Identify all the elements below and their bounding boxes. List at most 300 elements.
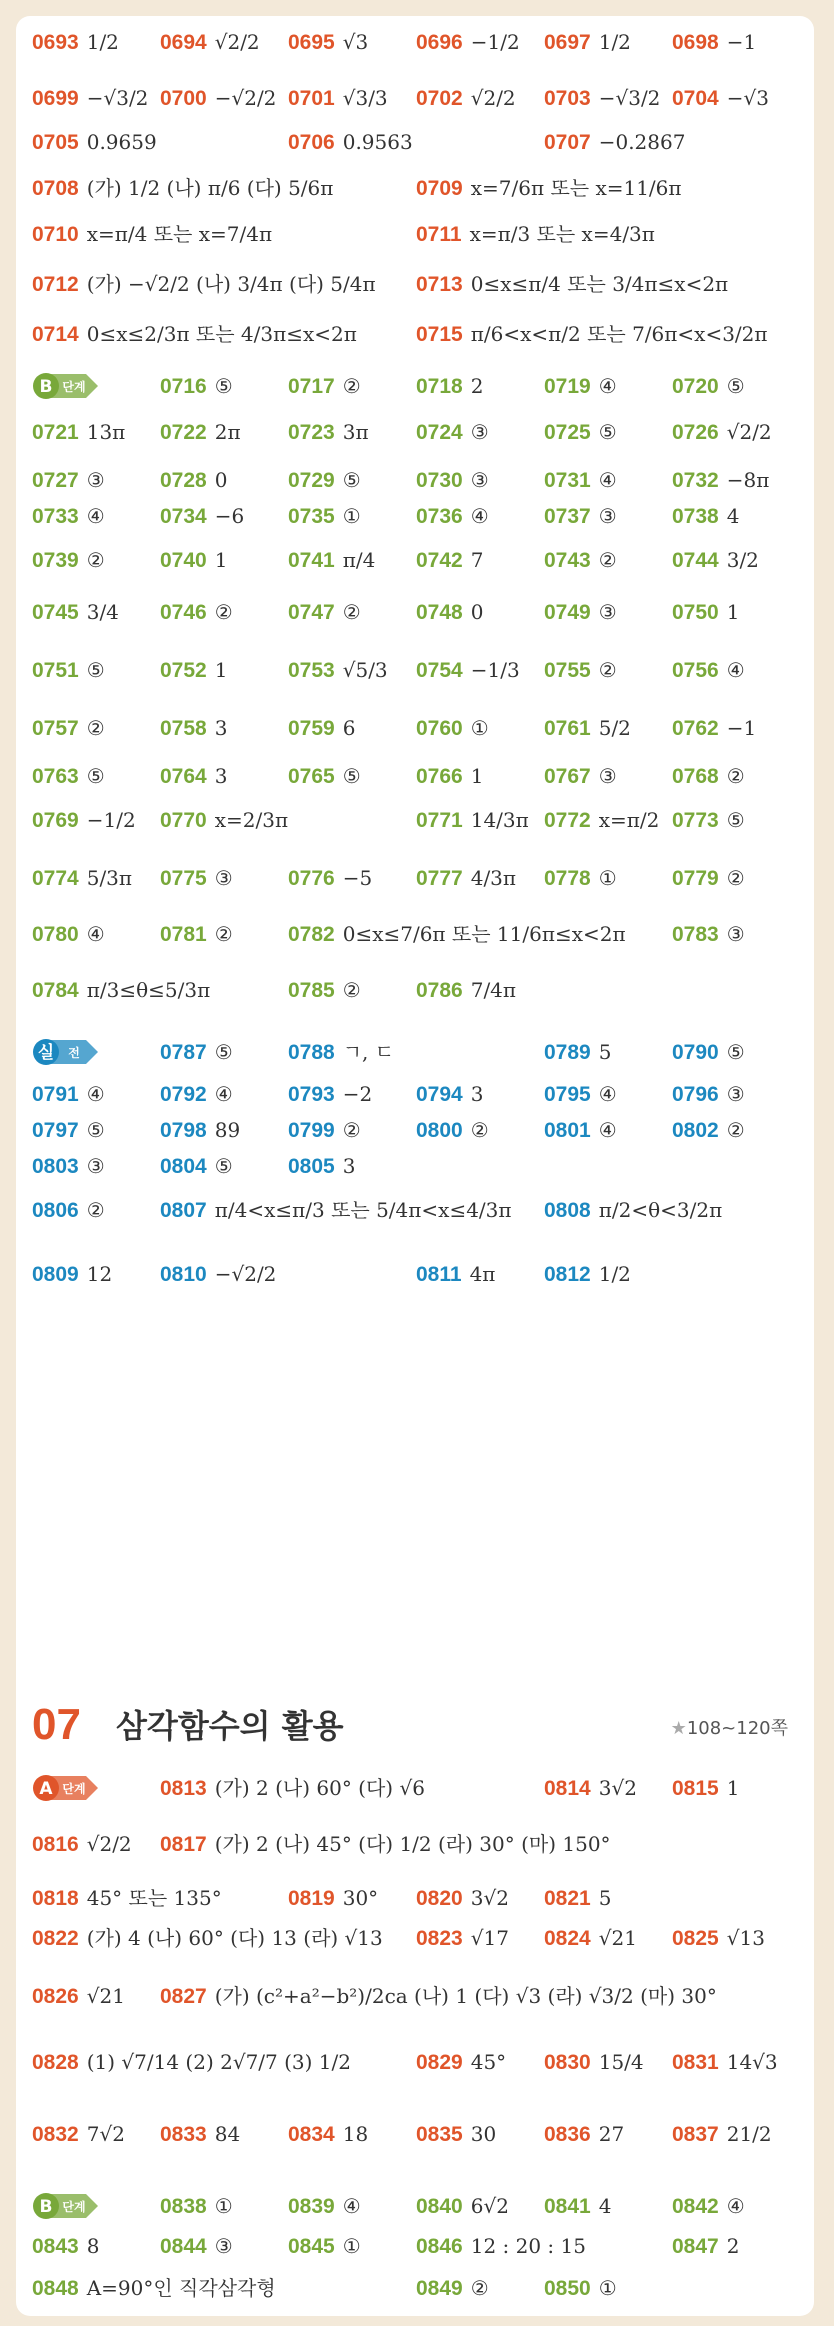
answer-value: ③	[214, 2234, 233, 2258]
answer-item	[32, 322, 357, 347]
answer-value: 3	[470, 1082, 484, 1106]
problem-number: 0844	[160, 2235, 207, 2258]
answer-value: 1	[470, 764, 484, 788]
answer-item	[32, 1082, 105, 1107]
problem-number: 0704	[672, 87, 719, 110]
problem-number: 0840	[416, 2195, 463, 2218]
problem-number: 0707	[544, 131, 591, 154]
problem-number: 0696	[416, 31, 463, 54]
answer-item	[672, 808, 745, 833]
section-badge	[32, 1774, 102, 1802]
answer-item	[32, 548, 105, 573]
answer-item	[544, 374, 617, 399]
problem-number: 0842	[672, 2195, 719, 2218]
answer-item	[544, 808, 659, 833]
problem-number: 0709	[416, 177, 463, 200]
answer-value: −1	[726, 30, 757, 54]
answer-value: ⑤	[726, 808, 745, 832]
answer-value: 2π	[214, 420, 241, 444]
problem-number: 0714	[32, 323, 79, 346]
problem-number: 0705	[32, 131, 79, 154]
problem-number: 0727	[32, 469, 79, 492]
problem-number: 0770	[160, 809, 207, 832]
answer-value: 2	[470, 374, 484, 398]
problem-number: 0716	[160, 375, 207, 398]
problem-number: 0820	[416, 1887, 463, 1910]
answer-value: 5	[598, 1040, 612, 1064]
answer-item	[32, 272, 376, 297]
answer-value: −√3/2	[86, 86, 149, 110]
problem-number: 0818	[32, 1887, 79, 1910]
problem-number: 0745	[32, 601, 79, 624]
answer-item	[160, 1832, 611, 1857]
answer-value: −6	[214, 504, 245, 528]
answer-item	[672, 30, 756, 55]
problem-number: 0728	[160, 469, 207, 492]
problem-number: 0843	[32, 2235, 79, 2258]
problem-number: 0734	[160, 505, 207, 528]
answer-item	[160, 30, 260, 55]
answer-value: 3√2	[598, 1776, 637, 1800]
answer-card	[16, 16, 814, 2316]
problem-number: 0817	[160, 1833, 207, 1856]
answer-value: x=7/6π 또는 x=11/6π	[470, 176, 682, 200]
problem-number: 0717	[288, 375, 335, 398]
problem-number: 0785	[288, 979, 335, 1002]
problem-number: 0778	[544, 867, 591, 890]
problem-number: 0737	[544, 505, 591, 528]
answer-item	[672, 2234, 739, 2259]
problem-number: 0801	[544, 1119, 591, 1142]
answer-value: ②	[470, 2276, 489, 2300]
answer-value: 1	[214, 548, 228, 572]
problem-number: 0779	[672, 867, 719, 890]
problem-number: 0803	[32, 1155, 79, 1178]
answer-item	[160, 1262, 276, 1287]
answer-item	[32, 866, 132, 891]
answer-value: −√2/2	[214, 86, 277, 110]
answer-item	[672, 2194, 745, 2219]
answer-item	[416, 30, 520, 55]
problem-number: 0826	[32, 1985, 79, 2008]
problem-number: 0841	[544, 2195, 591, 2218]
answer-item	[288, 716, 355, 741]
answer-value: ⑤	[214, 1154, 233, 1178]
answer-item	[544, 86, 660, 111]
problem-number: 0838	[160, 2195, 207, 2218]
answer-value: 30°	[342, 1886, 379, 1910]
answer-value: ③	[470, 420, 489, 444]
answer-item	[288, 2194, 361, 2219]
answer-value: ①	[214, 2194, 233, 2218]
answer-item	[544, 504, 617, 529]
answer-item	[416, 374, 483, 399]
answer-item	[160, 866, 233, 891]
problem-number: 0848	[32, 2277, 79, 2300]
answer-value: 18	[342, 2122, 369, 2146]
problem-number: 0800	[416, 1119, 463, 1142]
problem-number: 0726	[672, 421, 719, 444]
answer-value: √2/2	[726, 420, 772, 444]
badge-letter: B	[39, 377, 53, 397]
problem-number: 0776	[288, 867, 335, 890]
answer-item	[32, 2050, 351, 2075]
answer-value: √3	[342, 30, 369, 54]
answer-item	[32, 1886, 222, 1911]
answer-value: √5/3	[342, 658, 388, 682]
problem-number: 0835	[416, 2123, 463, 2146]
answer-item	[160, 374, 233, 399]
answer-item	[544, 2050, 644, 2075]
problem-number: 0793	[288, 1083, 335, 1106]
answer-value: 14/3π	[470, 808, 529, 832]
answer-item	[288, 600, 361, 625]
problem-number: 0821	[544, 1887, 591, 1910]
answer-item	[160, 548, 227, 573]
chapter-title: 삼각함수의 활용	[116, 1707, 344, 1745]
answer-value: ②	[86, 1198, 105, 1222]
answer-item	[32, 716, 105, 741]
answer-value: −√2/2	[214, 1262, 277, 1286]
answer-value: x=2/3π	[214, 808, 289, 832]
answer-item	[416, 658, 520, 683]
problem-number: 0756	[672, 659, 719, 682]
answer-item	[32, 922, 105, 947]
answer-item	[672, 86, 769, 111]
problem-number: 0849	[416, 2277, 463, 2300]
answer-value: ③	[470, 468, 489, 492]
problem-number: 0763	[32, 765, 79, 788]
answer-item	[32, 86, 148, 111]
answer-value: ③	[598, 764, 617, 788]
answer-value: 3√2	[470, 1886, 509, 1910]
problem-number: 0839	[288, 2195, 335, 2218]
problem-number: 0813	[160, 1777, 207, 1800]
answer-value: 2	[726, 2234, 740, 2258]
answer-item	[288, 548, 375, 573]
answer-value: 3	[342, 1154, 356, 1178]
answer-value: −2	[342, 1082, 373, 1106]
problem-number: 0755	[544, 659, 591, 682]
problem-number: 0772	[544, 809, 591, 832]
answer-item	[544, 1198, 722, 1223]
problem-number: 0757	[32, 717, 79, 740]
problem-number: 0721	[32, 421, 79, 444]
problem-number: 0833	[160, 2123, 207, 2146]
answer-value: 6√2	[470, 2194, 509, 2218]
answer-value: ④	[86, 922, 105, 946]
problem-number: 0830	[544, 2051, 591, 2074]
answer-value: −5	[342, 866, 373, 890]
answer-item	[672, 764, 745, 789]
problem-number: 0773	[672, 809, 719, 832]
problem-number: 0764	[160, 765, 207, 788]
answer-value: ①	[342, 2234, 361, 2258]
answer-value: 3/4	[86, 600, 119, 624]
answer-item	[672, 548, 759, 573]
answer-value: 1/2	[598, 30, 631, 54]
answer-item	[32, 468, 105, 493]
answer-item	[416, 1118, 489, 1143]
problem-number: 0774	[32, 867, 79, 890]
problem-number: 0749	[544, 601, 591, 624]
problem-number: 0761	[544, 717, 591, 740]
answer-item	[288, 764, 361, 789]
problem-number: 0750	[672, 601, 719, 624]
answer-item	[544, 2194, 611, 2219]
answer-value: (가) 2 (나) 60° (다) √6	[214, 1776, 425, 1800]
answer-item	[544, 1118, 617, 1143]
answer-value: ②	[726, 764, 745, 788]
answer-value: (가) 2 (나) 45° (다) 1/2 (라) 30° (마) 150°	[214, 1832, 611, 1856]
answer-value: √2/2	[214, 30, 260, 54]
problem-number: 0769	[32, 809, 79, 832]
answer-item	[416, 176, 682, 201]
answer-value: (가) −√2/2 (나) 3/4π (다) 5/4π	[86, 272, 376, 296]
answer-item	[160, 86, 276, 111]
answer-value: 27	[598, 2122, 625, 2146]
answer-item	[672, 1776, 739, 1801]
answer-value: √17	[470, 1926, 509, 1950]
problem-number: 0747	[288, 601, 335, 624]
answer-item	[288, 130, 413, 155]
answer-item	[544, 548, 617, 573]
answer-value: 21/2	[726, 2122, 772, 2146]
answer-item	[32, 420, 125, 445]
problem-number: 0850	[544, 2277, 591, 2300]
problem-number: 0765	[288, 765, 335, 788]
problem-number: 0812	[544, 1263, 591, 1286]
answer-value: 0≤x≤7/6π 또는 11/6π≤x<2π	[342, 922, 626, 946]
badge-letter: A	[39, 1779, 53, 1799]
problem-number: 0748	[416, 601, 463, 624]
answer-value: ①	[598, 866, 617, 890]
problem-number: 0823	[416, 1927, 463, 1950]
answer-item	[32, 30, 119, 55]
answer-value: ③	[726, 922, 745, 946]
answer-item	[672, 2050, 778, 2075]
answer-value: ③	[726, 1082, 745, 1106]
answer-item	[416, 600, 483, 625]
problem-number: 0805	[288, 1155, 335, 1178]
problem-number: 0697	[544, 31, 591, 54]
answer-item	[160, 1984, 717, 2009]
answer-value: ④	[214, 1082, 233, 1106]
problem-number: 0732	[672, 469, 719, 492]
answer-value: √2/2	[86, 1832, 132, 1856]
answer-item	[672, 1926, 765, 1951]
answer-item	[544, 2276, 617, 2301]
problem-number: 0794	[416, 1083, 463, 1106]
answer-item	[672, 922, 745, 947]
problem-number: 0766	[416, 765, 463, 788]
answer-item	[416, 2234, 586, 2259]
answer-item	[544, 658, 617, 683]
answer-item	[288, 86, 388, 111]
answer-value: ⑤	[598, 420, 617, 444]
problem-number: 0720	[672, 375, 719, 398]
problem-number: 0753	[288, 659, 335, 682]
problem-number: 0695	[288, 31, 335, 54]
answer-item	[160, 1118, 240, 1143]
answer-value: ①	[470, 716, 489, 740]
answer-item	[416, 1926, 509, 1951]
answer-item	[160, 1082, 233, 1107]
answer-value: 3	[214, 764, 228, 788]
problem-number: 0789	[544, 1041, 591, 1064]
answer-value: ③	[214, 866, 233, 890]
problem-number: 0824	[544, 1927, 591, 1950]
problem-number: 0814	[544, 1777, 591, 1800]
problem-number: 0809	[32, 1263, 79, 1286]
answer-item	[160, 922, 233, 947]
problem-number: 0731	[544, 469, 591, 492]
problem-number: 0759	[288, 717, 335, 740]
answer-value: π/4	[342, 548, 376, 572]
problem-number: 0782	[288, 923, 335, 946]
answer-item	[160, 2234, 233, 2259]
answer-value: 89	[214, 1118, 241, 1142]
answer-value: 5/2	[598, 716, 631, 740]
answer-item	[544, 1082, 617, 1107]
answer-item	[672, 1082, 745, 1107]
answer-value: ⑤	[726, 1040, 745, 1064]
answer-value: 3π	[342, 420, 369, 444]
problem-number: 0736	[416, 505, 463, 528]
answer-value: √2/2	[470, 86, 516, 110]
badge-label: 단계	[62, 380, 86, 394]
answer-value: 1/2	[86, 30, 119, 54]
answer-value: π/6<x<π/2 또는 7/6π<x<3/2π	[470, 322, 768, 346]
answer-item	[160, 1154, 233, 1179]
badge-label: 단계	[62, 1782, 86, 1796]
answer-item	[288, 1886, 378, 1911]
problem-number: 0741	[288, 549, 335, 572]
problem-number: 0831	[672, 2051, 719, 2074]
answer-value: 45°	[470, 2050, 507, 2074]
problem-number: 0815	[672, 1777, 719, 1800]
answer-item	[32, 1926, 383, 1951]
answer-value: 1	[726, 1776, 740, 1800]
answer-item	[416, 322, 768, 347]
answer-value: 7√2	[86, 2122, 125, 2146]
answer-value: (1) √7/14 (2) 2√7/7 (3) 1/2	[86, 2050, 351, 2074]
answer-value: ④	[726, 2194, 745, 2218]
answer-item	[544, 468, 617, 493]
answer-value: ①	[342, 504, 361, 528]
answer-value: ⑤	[342, 764, 361, 788]
answer-value: 5	[598, 1886, 612, 1910]
problem-number: 0740	[160, 549, 207, 572]
answer-item	[416, 1082, 483, 1107]
answer-value: 4π	[469, 1262, 496, 1286]
answer-item	[544, 716, 631, 741]
answer-value: π/2<θ<3/2π	[598, 1198, 723, 1222]
problem-number: 0719	[544, 375, 591, 398]
answer-value: ②	[342, 978, 361, 1002]
problem-number: 0811	[416, 1263, 462, 1286]
answer-item	[288, 374, 361, 399]
answer-item	[32, 1118, 105, 1143]
problem-number: 0693	[32, 31, 79, 54]
problem-number: 0788	[288, 1041, 335, 1064]
answer-item	[288, 658, 388, 683]
answer-item	[288, 978, 361, 1003]
problem-number: 0708	[32, 177, 79, 200]
answer-item	[160, 1198, 512, 1223]
answer-value: ②	[214, 600, 233, 624]
answer-value: 1/2	[598, 1262, 631, 1286]
problem-number: 0712	[32, 273, 79, 296]
answer-value: ⑤	[214, 374, 233, 398]
problem-number: 0810	[160, 1263, 207, 1286]
answer-item	[416, 504, 489, 529]
answer-item	[32, 130, 157, 155]
answer-item	[160, 420, 241, 445]
problem-number: 0738	[672, 505, 719, 528]
answer-value: 15/4	[598, 2050, 644, 2074]
answer-value: −√3/2	[598, 86, 661, 110]
answer-item	[544, 2122, 624, 2147]
problem-number: 0781	[160, 923, 207, 946]
answer-item	[544, 764, 617, 789]
answer-value: 7/4π	[470, 978, 517, 1002]
answer-value: ②	[214, 922, 233, 946]
answer-item	[416, 2050, 506, 2075]
answer-value: 4	[598, 2194, 612, 2218]
problem-number: 0825	[672, 1927, 719, 1950]
answer-item	[288, 30, 368, 55]
answer-item	[672, 504, 739, 529]
answer-item	[544, 1776, 637, 1801]
answer-item	[32, 1198, 105, 1223]
answer-item	[32, 222, 272, 247]
answer-item	[416, 2194, 509, 2219]
answer-value: ④	[470, 504, 489, 528]
answer-item	[288, 2122, 368, 2147]
answer-item	[160, 658, 227, 683]
answer-item	[544, 866, 617, 891]
problem-number: 0792	[160, 1083, 207, 1106]
answer-item	[672, 468, 769, 493]
answer-value: −1/3	[470, 658, 520, 682]
answer-item	[288, 1154, 355, 1179]
answer-item	[32, 600, 119, 625]
badge-letter: B	[39, 2197, 53, 2217]
problem-number: 0804	[160, 1155, 207, 1178]
answer-value: 5/3π	[86, 866, 133, 890]
answer-value: ②	[470, 1118, 489, 1142]
answer-value: ⑤	[86, 764, 105, 788]
answer-value: ③	[598, 600, 617, 624]
answer-value: 45° 또는 135°	[86, 1886, 222, 1910]
answer-item	[288, 1118, 361, 1143]
badge-label: 전	[68, 1046, 80, 1060]
problem-number: 0724	[416, 421, 463, 444]
problem-number: 0699	[32, 87, 79, 110]
problem-number: 0733	[32, 505, 79, 528]
problem-number: 0739	[32, 549, 79, 572]
problem-number: 0828	[32, 2051, 79, 2074]
answer-item	[416, 1262, 495, 1287]
problem-number: 0808	[544, 1199, 591, 1222]
answer-value: 84	[214, 2122, 241, 2146]
section-badge	[32, 2192, 102, 2220]
answer-item	[160, 1040, 233, 1065]
answer-value: 1	[214, 658, 228, 682]
answer-item	[160, 808, 288, 833]
answer-item	[416, 808, 529, 833]
